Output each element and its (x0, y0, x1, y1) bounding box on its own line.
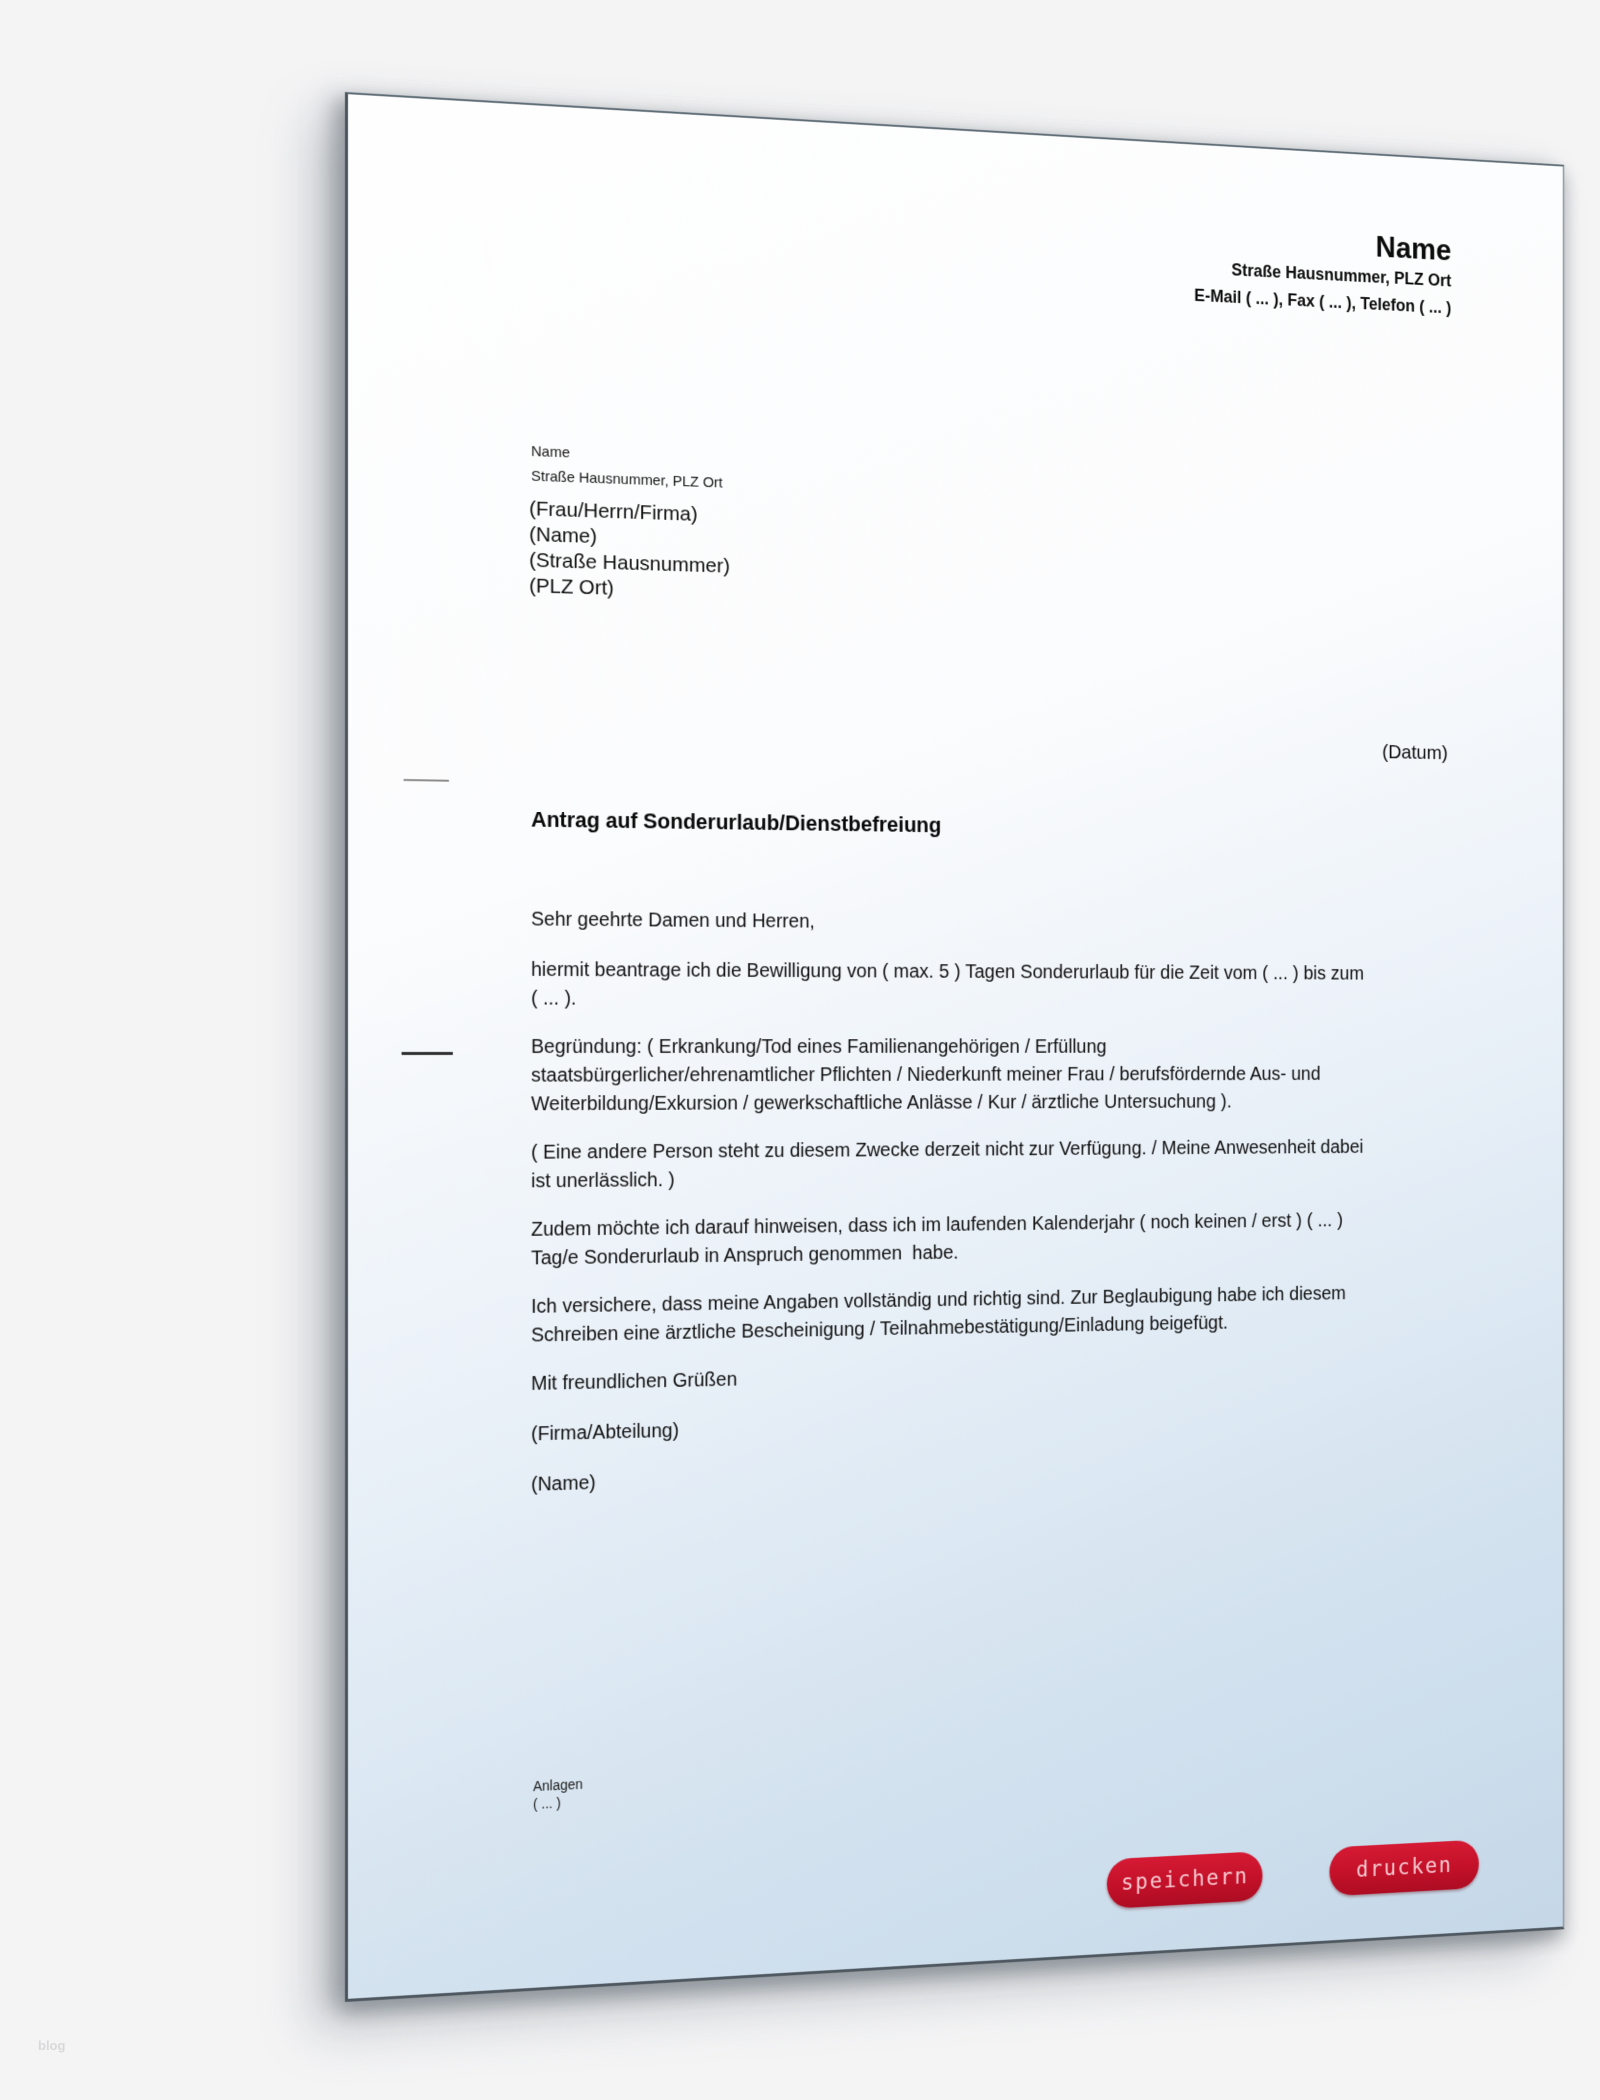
paragraph-reason: Begründung: ( Erkrankung/Tod eines Familienangehörigen / Erfüllung staatsbürgerlicher/ehrenamtlicher Pflichten / Niederkunft meiner Frau / berufsfördernde Aus- und Weiterbildung/Exkursion / gewerkschaftliche Anlässe / Kur / ärztliche Untersuchung ). (531, 1036, 1321, 1116)
watermark-text: blog (38, 2038, 66, 2053)
letterhead-name: Name (1375, 229, 1452, 267)
salutation: Sehr geehrte Damen und Herren, (531, 908, 815, 933)
letterhead (1194, 218, 1451, 321)
letter-body (531, 906, 1512, 1522)
recipient-line: (PLZ Ort) (529, 574, 614, 600)
sender-address: Straße Hausnummer, PLZ Ort (531, 467, 723, 492)
recipient-line: (Straße Hausnummer) (529, 548, 730, 578)
recipient-line: (Name) (529, 523, 598, 548)
recipient-block (529, 496, 730, 604)
date-placeholder: (Datum) (1382, 741, 1448, 764)
closing-company: (Firma/Abteilung) (531, 1420, 679, 1446)
letterhead-contact: E-Mail ( ... ), Fax ( ... ), Telefon ( ... ) (1194, 285, 1452, 318)
letterhead-address: Straße Hausnummer, PLZ Ort (1231, 260, 1452, 291)
paragraph-availability: ( Eine andere Person steht zu diesem Zwecke derzeit nicht zur Verfügung. / Meine Anwesenheit dabei ist unerlässlich. ) (531, 1136, 1364, 1193)
closing-name: (Name) (531, 1472, 596, 1496)
fold-mark-middle (402, 1052, 453, 1055)
fold-mark-top (404, 779, 449, 782)
subject-line: Antrag auf Sonderurlaub/Dienstbefreiung (531, 806, 942, 838)
attachments-block (533, 1775, 583, 1813)
save-button[interactable]: speichern (1107, 1851, 1263, 1909)
paragraph-request: hiermit beantrage ich die Bewilligung von ( max. 5 ) Tagen Sonderurlaub für die Zeit vom ( ... ) bis zum ( ... ). (531, 959, 1364, 1010)
attachments-value: ( ... ) (533, 1794, 561, 1812)
attachments-label: Anlagen (533, 1775, 583, 1795)
paragraph-assurance: Ich versichere, dass meine Angaben vollständig und richtig sind. Zur Beglaubigung habe ich diesem Schreiben eine ärztliche Bescheinigung / Teilnahmebestätigung/Einladung beigefügt. (531, 1283, 1346, 1347)
print-button[interactable]: drucken (1329, 1840, 1478, 1897)
letter-page (345, 92, 1564, 2002)
sender-line (531, 439, 723, 495)
closing-greeting: Mit freundlichen Grüßen (531, 1368, 738, 1395)
paragraph-calendar-year: Zudem möchte ich darauf hinweisen, dass ich im laufenden Kalenderjahr ( noch keinen / erst ) ( ... ) Tag/e Sonderurlaub in Anspruch genommen habe. (531, 1210, 1343, 1270)
recipient-line: (Frau/Herrn/Firma) (529, 497, 698, 526)
sender-name: Name (531, 443, 570, 462)
